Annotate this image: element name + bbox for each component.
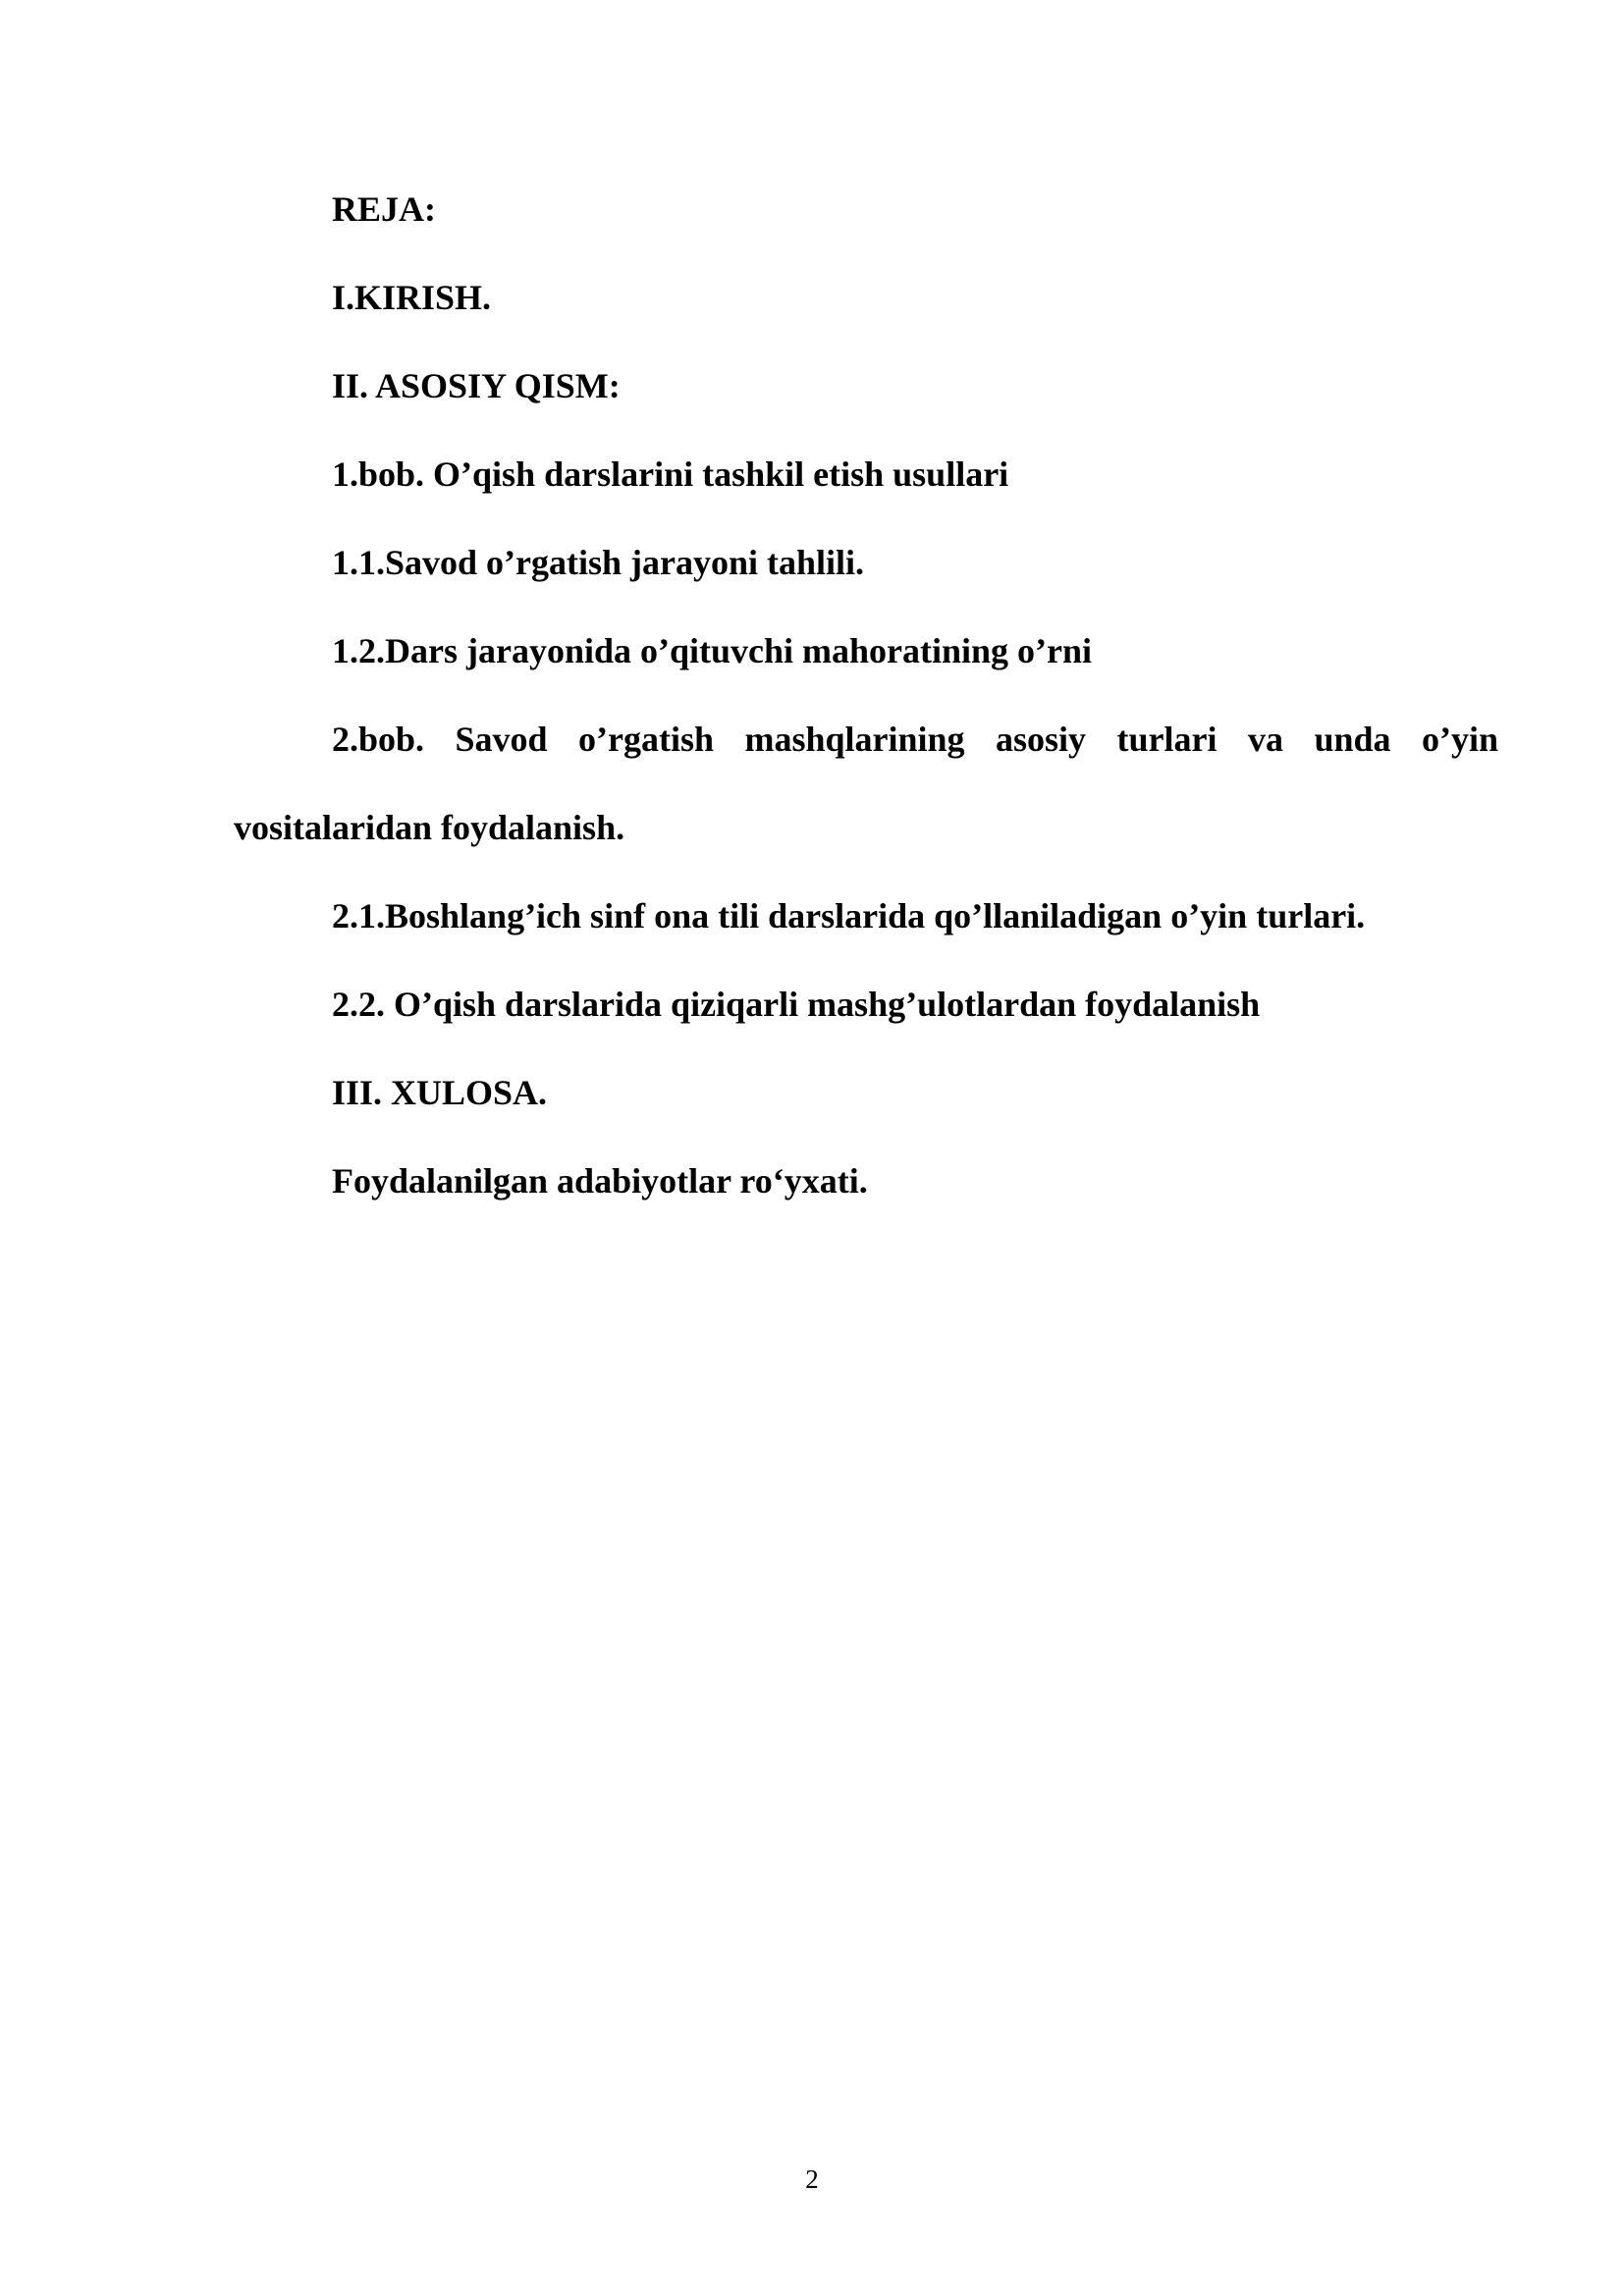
plan-outline [234, 165, 1498, 1225]
outline-item-references: Foydalanilgan adabiyotlar ro‘yxati. [332, 1161, 868, 1201]
outline-item-chapter-1: 1.bob. O’qish darslarini tashkil etish usullari [332, 454, 1009, 494]
outline-item-section-2-1: 2.1.Boshlang’ich sinf ona tili darslarida qo’llaniladigan o’yin turlari. [332, 896, 1366, 935]
outline-item-main-part: II. ASOSIY QISM: [332, 366, 621, 405]
outline-item-section-2-2: 2.2. O’qish darslarida qiziqarli mashg’ulotlardan foydalanish [332, 985, 1261, 1024]
page-number: 2 [805, 2164, 819, 2194]
outline-item-chapter-2: 2.bob. Savod o’rgatish mashqlarining asosiy turlari va unda o’yin vositalaridan foydalanish. [234, 720, 1498, 847]
outline-item-conclusion: III. XULOSA. [332, 1073, 548, 1112]
outline-item-section-1-1: 1.1.Savod o’rgatish jarayoni tahlili. [332, 543, 865, 582]
outline-item-section-1-2: 1.2.Dars jarayonida o’qituvchi mahoratining o’rni [332, 631, 1093, 670]
outline-item-introduction: I.KIRISH. [332, 278, 492, 317]
outline-heading: REJA: [332, 189, 436, 229]
